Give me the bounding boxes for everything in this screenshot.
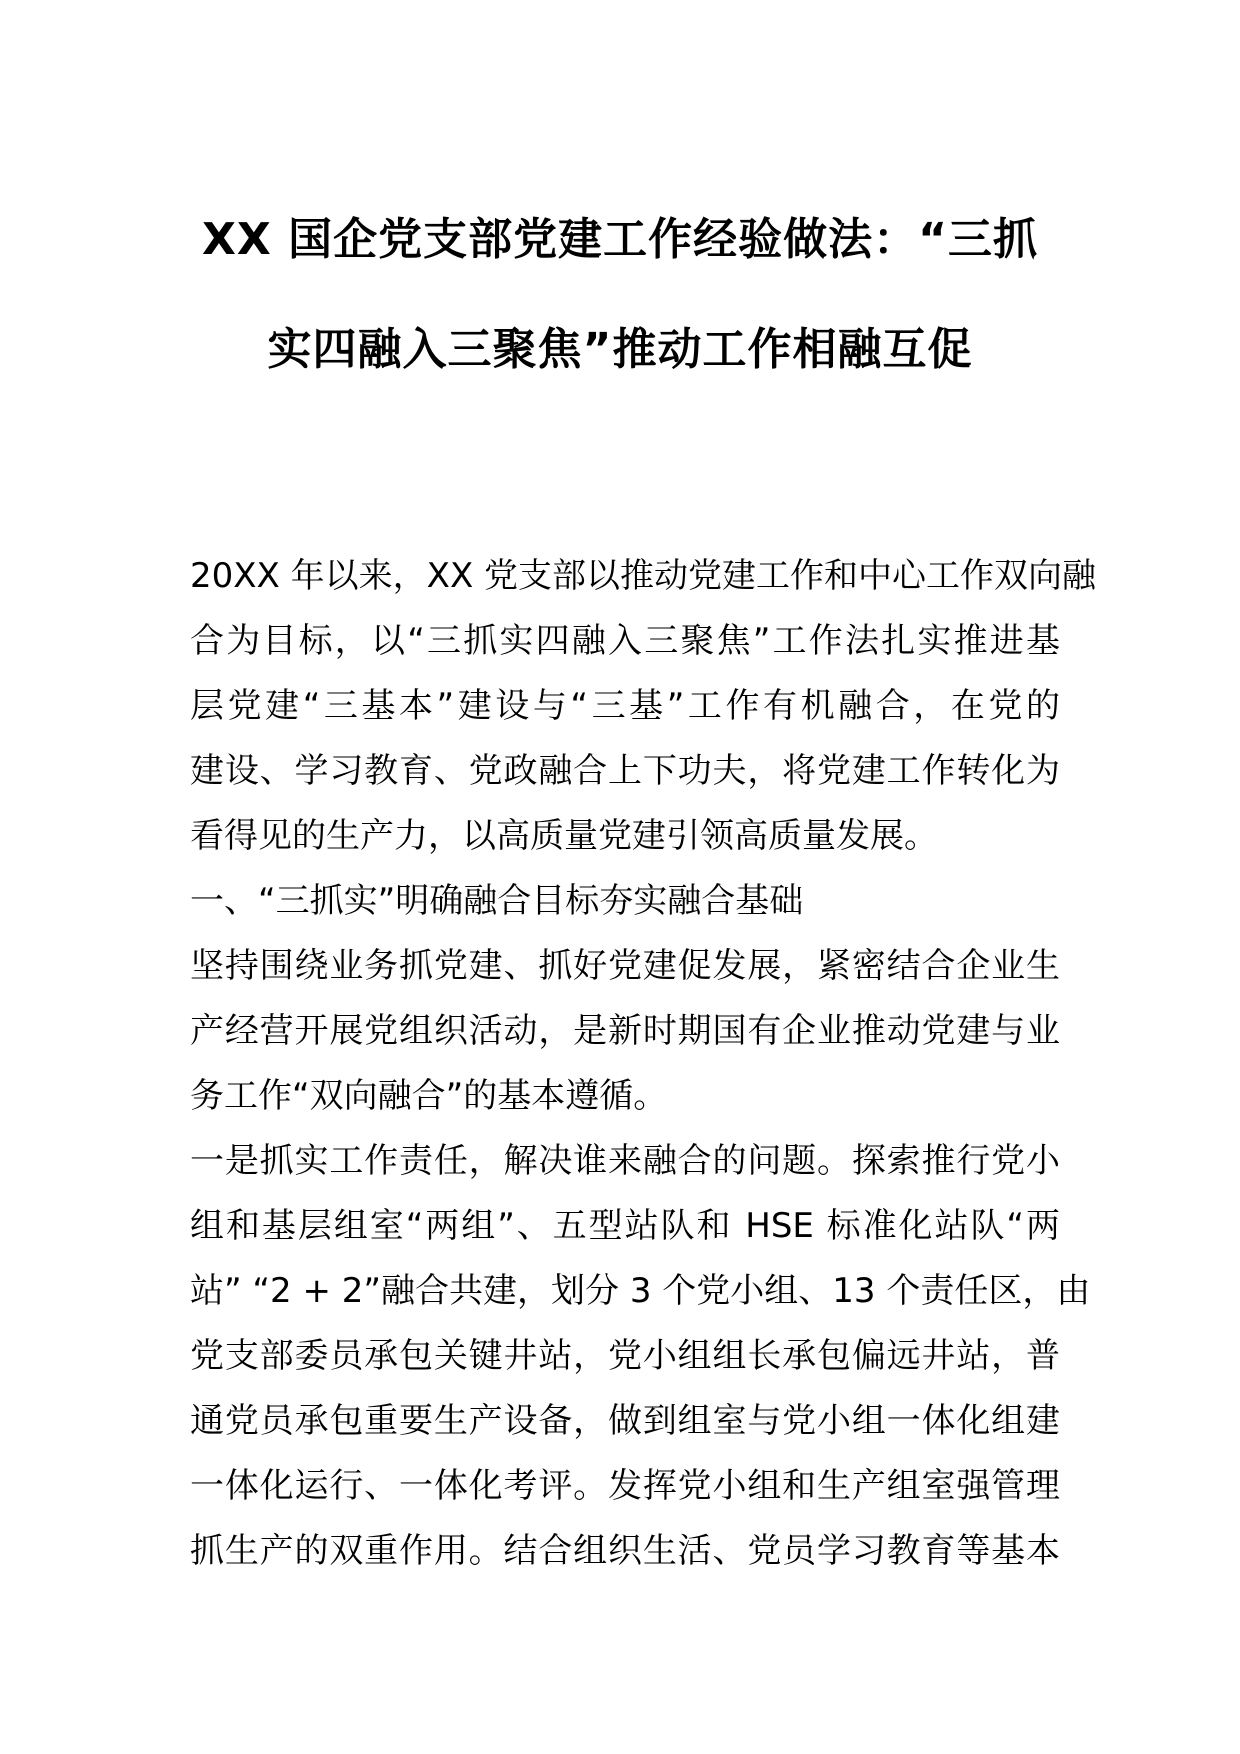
- section-heading: 一、“三抓实”明确融合目标夯实融合基础: [190, 881, 804, 921]
- paragraph-line: 一是抓实工作责任，解决谁来融合的问题。探索推行党小: [190, 1141, 1060, 1181]
- paragraph-line: 组和基层组室“两组”、五型站队和 HSE 标准化站队“两: [190, 1206, 1060, 1246]
- paragraph-line: 抓生产的双重作用。结合组织生活、党员学习教育等基本: [190, 1531, 1060, 1571]
- paragraph-line: 建设、学习教育、党政融合上下功夫，将党建工作转化为: [190, 751, 1060, 791]
- paragraph-line: 层党建“三基本”建设与“三基”工作有机融合，在党的: [190, 686, 1060, 726]
- paragraph-line: 站” “2 + 2”融合共建，划分 3 个党小组、13 个责任区，由: [190, 1271, 1091, 1311]
- paragraph-line: 产经营开展党组织活动，是新时期国有企业推动党建与业: [190, 1011, 1060, 1051]
- paragraph-line: 党支部委员承包关键井站，党小组组长承包偏远井站，普: [190, 1336, 1060, 1376]
- paragraph-line: 一体化运行、一体化考评。发挥党小组和生产组室强管理: [190, 1466, 1060, 1506]
- paragraph-line: 看得见的生产力，以高质量党建引领高质量发展。: [190, 816, 938, 856]
- document-title-line-1: XX 国企党支部党建工作经验做法：“三抓: [201, 214, 1039, 265]
- paragraph-line: 务工作“双向融合”的基本遵循。: [190, 1076, 668, 1116]
- paragraph-line: 坚持围绕业务抓党建、抓好党建促发展，紧密结合企业生: [190, 946, 1060, 986]
- paragraph-line: 通党员承包重要生产设备，做到组室与党小组一体化组建: [190, 1401, 1060, 1441]
- document-title-line-2: 实四融入三聚焦”推动工作相融互促: [267, 324, 973, 375]
- paragraph-line: 20XX 年以来，XX 党支部以推动党建工作和中心工作双向融: [190, 556, 1097, 596]
- paragraph-line: 合为目标，以“三抓实四融入三聚焦”工作法扎实推进基: [190, 621, 1060, 661]
